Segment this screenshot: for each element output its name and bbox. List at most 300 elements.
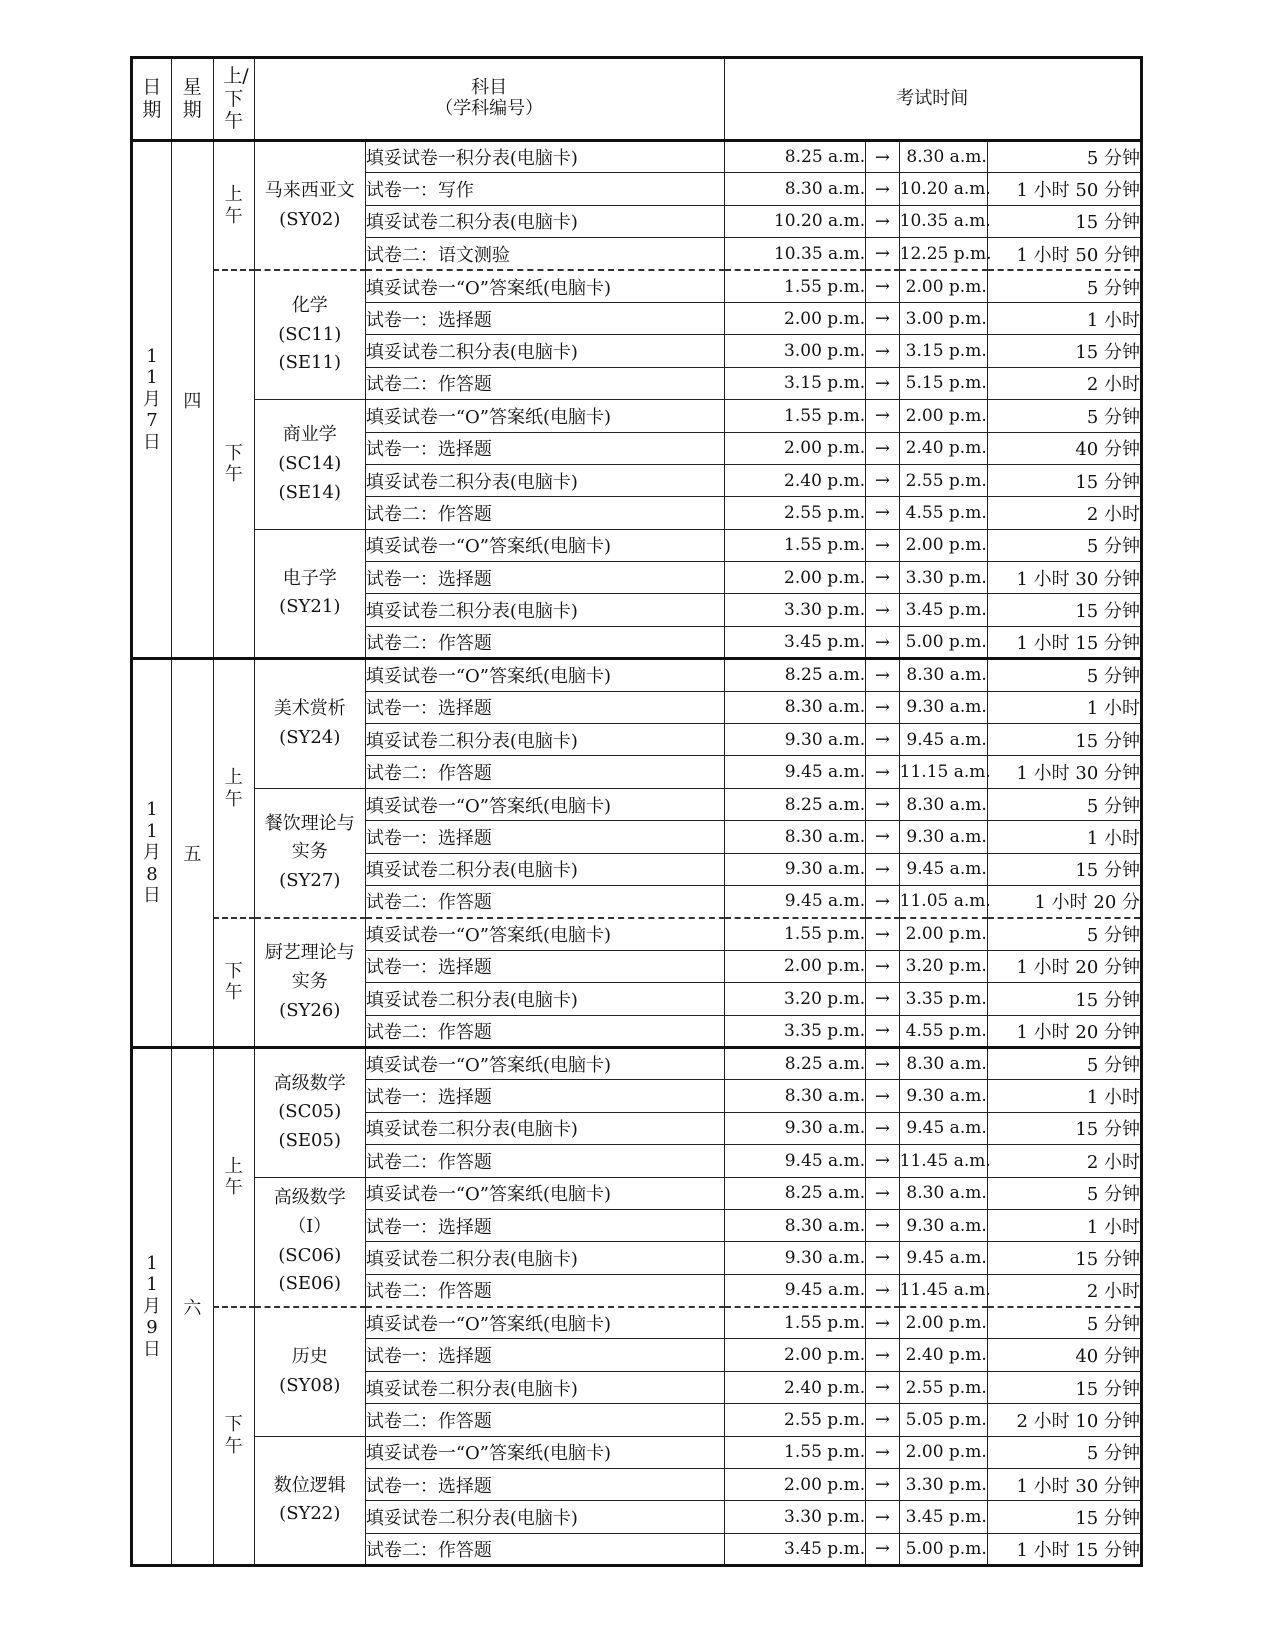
start-time: 1.55 p.m. [724, 1307, 866, 1339]
arrow-icon: → [866, 659, 900, 691]
arrow-icon: → [866, 1533, 900, 1565]
subject-name-line: (SY24) [279, 727, 341, 749]
arrow-icon: → [866, 756, 900, 788]
end-time: 5.05 p.m. [899, 1404, 987, 1436]
end-time: 2.00 p.m. [899, 1307, 987, 1339]
table-row [132, 918, 1142, 950]
end-time: 9.45 a.m. [899, 1112, 987, 1144]
duration-cell: 15 分钟 [987, 1112, 1141, 1144]
end-time: 8.30 a.m. [899, 1047, 987, 1079]
start-time: 9.30 a.m. [724, 853, 866, 885]
subject-name-line: 餐饮理论与 [264, 812, 355, 834]
duration-cell: 15 分钟 [987, 983, 1141, 1015]
subject-cell [254, 659, 365, 789]
start-time: 2.00 p.m. [724, 1339, 866, 1371]
end-time: 8.30 a.m. [899, 788, 987, 820]
start-time: 9.45 a.m. [724, 1274, 866, 1306]
start-time: 2.00 p.m. [724, 950, 866, 982]
start-time: 2.40 p.m. [724, 464, 866, 496]
subject-cell [254, 918, 365, 1048]
arrow-icon: → [866, 626, 900, 658]
start-time: 2.00 p.m. [724, 1469, 866, 1501]
arrow-icon: → [866, 853, 900, 885]
duration-cell: 2 小时 10 分钟 [987, 1404, 1141, 1436]
arrow-icon: → [866, 529, 900, 561]
table-row [132, 400, 1142, 432]
end-time: 8.30 a.m. [899, 659, 987, 691]
end-time: 9.30 a.m. [899, 1080, 987, 1112]
start-time: 3.35 p.m. [724, 1015, 866, 1047]
weekday-cell: 五 [171, 659, 213, 1048]
start-time: 1.55 p.m. [724, 270, 866, 302]
am-pm-text: 下午 [224, 1414, 243, 1457]
duration-cell: 15 分钟 [987, 724, 1141, 756]
start-time: 9.45 a.m. [724, 1145, 866, 1177]
subject-name-line: (SY02) [279, 208, 341, 230]
table-row [132, 270, 1142, 302]
duration-cell: 1 小时 30 分钟 [987, 1469, 1141, 1501]
end-time: 4.55 p.m. [899, 1015, 987, 1047]
table-row [132, 1177, 1142, 1209]
arrow-icon: → [866, 1307, 900, 1339]
arrow-icon: → [866, 918, 900, 950]
paper-cell: 填妥试卷一“O”答案纸(电脑卡) [365, 400, 724, 432]
end-time: 3.45 p.m. [899, 1501, 987, 1533]
subject-name-line: (SC11) [278, 323, 342, 345]
arrow-icon: → [866, 788, 900, 820]
subject-cell [254, 1177, 365, 1307]
start-time: 2.00 p.m. [724, 562, 866, 594]
paper-cell: 填妥试卷二积分表(电脑卡) [365, 594, 724, 626]
am-pm-text: 上午 [224, 1155, 243, 1199]
table-row [132, 1307, 1142, 1339]
end-time: 9.30 a.m. [899, 1209, 987, 1241]
arrow-icon: → [866, 1371, 900, 1403]
paper-cell: 填妥试卷一“O”答案纸(电脑卡) [365, 788, 724, 820]
subject-name-line: (SC06) [278, 1244, 342, 1266]
paper-cell: 试卷二：作答题 [365, 497, 724, 529]
subject-name-line: 数位逻辑 [273, 1474, 346, 1496]
arrow-icon: → [866, 367, 900, 399]
table-row [132, 788, 1142, 820]
end-time: 12.25 p.m. [899, 238, 987, 270]
subject-name-line: (SE06) [278, 1273, 341, 1295]
end-time: 9.45 a.m. [899, 853, 987, 885]
start-time: 8.30 a.m. [724, 173, 866, 205]
start-time: 8.25 a.m. [724, 1177, 866, 1209]
duration-cell: 15 分钟 [987, 1501, 1141, 1533]
am-pm-text: 上午 [224, 766, 243, 810]
arrow-icon: → [866, 1080, 900, 1112]
paper-cell: 试卷二：作答题 [365, 756, 724, 788]
am-pm-cell [213, 659, 254, 918]
paper-cell: 试卷二：作答题 [365, 626, 724, 658]
subject-name-line: (SE05) [278, 1130, 341, 1152]
duration-cell: 5 分钟 [987, 1047, 1141, 1079]
paper-cell: 试卷一：选择题 [365, 1209, 724, 1241]
paper-cell: 试卷二：作答题 [365, 1015, 724, 1047]
paper-cell: 试卷二：作答题 [365, 1533, 724, 1565]
duration-cell: 15 分钟 [987, 594, 1141, 626]
subject-cell [254, 400, 365, 530]
arrow-icon: → [866, 1339, 900, 1371]
paper-cell: 试卷一：选择题 [365, 691, 724, 723]
start-time: 2.55 p.m. [724, 497, 866, 529]
paper-cell: 试卷一：选择题 [365, 432, 724, 464]
am-pm-cell [213, 141, 254, 271]
end-time: 2.55 p.m. [899, 1371, 987, 1403]
duration-cell: 1 小时 [987, 1080, 1141, 1112]
paper-cell: 试卷二：作答题 [365, 367, 724, 399]
subject-name-line: (SY22) [279, 1503, 341, 1525]
duration-cell: 5 分钟 [987, 529, 1141, 561]
arrow-icon: → [866, 1209, 900, 1241]
duration-cell: 15 分钟 [987, 205, 1141, 237]
start-time: 8.25 a.m. [724, 141, 866, 173]
subject-name-line: (SY21) [279, 596, 341, 618]
arrow-icon: → [866, 173, 900, 205]
duration-cell: 1 小时 15 分钟 [987, 1533, 1141, 1565]
end-time: 2.00 p.m. [899, 529, 987, 561]
arrow-icon: → [866, 1469, 900, 1501]
start-time: 3.15 p.m. [724, 367, 866, 399]
arrow-icon: → [866, 141, 900, 173]
am-pm-text: 下午 [224, 960, 243, 1004]
paper-cell: 填妥试卷一“O”答案纸(电脑卡) [365, 1047, 724, 1079]
paper-cell: 填妥试卷二积分表(电脑卡) [365, 1242, 724, 1274]
paper-cell: 填妥试卷二积分表(电脑卡) [365, 205, 724, 237]
duration-cell: 1 小时 15 分钟 [987, 626, 1141, 658]
paper-cell: 填妥试卷一“O”答案纸(电脑卡) [365, 918, 724, 950]
start-time: 10.20 a.m. [724, 205, 866, 237]
start-time: 2.55 p.m. [724, 1404, 866, 1436]
start-time: 8.30 a.m. [724, 691, 866, 723]
end-time: 8.30 a.m. [899, 1177, 987, 1209]
paper-cell: 填妥试卷二积分表(电脑卡) [365, 724, 724, 756]
arrow-icon: → [866, 1112, 900, 1144]
start-time: 10.35 a.m. [724, 238, 866, 270]
arrow-icon: → [866, 950, 900, 982]
end-time: 2.40 p.m. [899, 432, 987, 464]
table-row [132, 529, 1142, 561]
duration-cell: 1 小时 [987, 691, 1141, 723]
duration-cell: 5 分钟 [987, 1436, 1141, 1468]
paper-cell: 填妥试卷二积分表(电脑卡) [365, 983, 724, 1015]
paper-cell: 试卷一：写作 [365, 173, 724, 205]
arrow-icon: → [866, 497, 900, 529]
arrow-icon: → [866, 302, 900, 334]
header-am-pm: 上/下午 [213, 58, 254, 141]
end-time: 2.40 p.m. [899, 1339, 987, 1371]
start-time: 3.30 p.m. [724, 1501, 866, 1533]
subject-name-line: 高级数学 [273, 1072, 346, 1094]
paper-cell: 试卷一：选择题 [365, 1080, 724, 1112]
start-time: 8.30 a.m. [724, 821, 866, 853]
start-time: 1.55 p.m. [724, 400, 866, 432]
duration-cell: 1 小时 50 分钟 [987, 238, 1141, 270]
paper-cell: 填妥试卷二积分表(电脑卡) [365, 335, 724, 367]
header-subject-code: （学科编号） [435, 98, 544, 119]
end-time: 4.55 p.m. [899, 497, 987, 529]
arrow-icon: → [866, 238, 900, 270]
paper-cell: 试卷二：作答题 [365, 885, 724, 917]
weekday-cell: 六 [171, 1047, 213, 1565]
arrow-icon: → [866, 1404, 900, 1436]
header-subject [254, 58, 724, 141]
paper-cell: 填妥试卷二积分表(电脑卡) [365, 464, 724, 496]
subject-name-line: (SY08) [279, 1374, 341, 1396]
subject-name-line: (SC14) [278, 453, 342, 474]
timetable-body [132, 141, 1142, 1566]
end-time: 3.30 p.m. [899, 562, 987, 594]
end-time: 11.45 a.m. [899, 1145, 987, 1177]
paper-cell: 试卷一：选择题 [365, 302, 724, 334]
arrow-icon: → [866, 885, 900, 917]
duration-cell: 5 分钟 [987, 270, 1141, 302]
end-time: 3.35 p.m. [899, 983, 987, 1015]
subject-name-line: 实务 [291, 971, 328, 992]
duration-cell: 5 分钟 [987, 1307, 1141, 1339]
duration-cell: 1 小时 20 分 [987, 885, 1141, 917]
am-pm-cell [213, 270, 254, 659]
start-time: 9.45 a.m. [724, 885, 866, 917]
arrow-icon: → [866, 821, 900, 853]
paper-cell: 填妥试卷一积分表(电脑卡) [365, 141, 724, 173]
start-time: 9.45 a.m. [724, 756, 866, 788]
arrow-icon: → [866, 691, 900, 723]
header-subject-title: 科目 [471, 77, 508, 99]
subject-name-line: 厨艺理论与 [264, 942, 355, 964]
start-time: 8.30 a.m. [724, 1080, 866, 1112]
duration-cell: 15 分钟 [987, 1242, 1141, 1274]
duration-cell: 5 分钟 [987, 1177, 1141, 1209]
arrow-icon: → [866, 432, 900, 464]
start-time: 9.30 a.m. [724, 1242, 866, 1274]
subject-name-line: (SE11) [278, 352, 341, 374]
duration-cell: 40 分钟 [987, 432, 1141, 464]
start-time: 1.55 p.m. [724, 1436, 866, 1468]
paper-cell: 填妥试卷一“O”答案纸(电脑卡) [365, 1436, 724, 1468]
arrow-icon: → [866, 1047, 900, 1079]
duration-cell: 40 分钟 [987, 1339, 1141, 1371]
start-time: 3.30 p.m. [724, 594, 866, 626]
end-time: 3.45 p.m. [899, 594, 987, 626]
duration-cell: 15 分钟 [987, 464, 1141, 496]
subject-name-line: （Ⅰ） [288, 1215, 332, 1237]
table-row [132, 1436, 1142, 1468]
start-time: 9.30 a.m. [724, 724, 866, 756]
end-time: 10.35 a.m. [899, 205, 987, 237]
start-time: 8.25 a.m. [724, 788, 866, 820]
end-time: 5.15 p.m. [899, 367, 987, 399]
start-time: 8.30 a.m. [724, 1209, 866, 1241]
paper-cell: 试卷二：作答题 [365, 1404, 724, 1436]
duration-cell: 2 小时 [987, 1274, 1141, 1306]
duration-cell: 5 分钟 [987, 141, 1141, 173]
duration-cell: 1 小时 [987, 821, 1141, 853]
end-time: 2.55 p.m. [899, 464, 987, 496]
subject-name-line: (SY26) [279, 999, 341, 1021]
subject-name-line: 高级数学 [273, 1186, 346, 1208]
duration-cell: 15 分钟 [987, 1371, 1141, 1403]
duration-cell: 1 小时 50 分钟 [987, 173, 1141, 205]
end-time: 9.45 a.m. [899, 1242, 987, 1274]
subject-cell [254, 270, 365, 400]
paper-cell: 试卷一：选择题 [365, 1469, 724, 1501]
subject-name-line: (SE14) [278, 481, 341, 503]
date-cell [132, 659, 172, 1048]
paper-cell: 填妥试卷一“O”答案纸(电脑卡) [365, 1307, 724, 1339]
duration-cell: 5 分钟 [987, 400, 1141, 432]
subject-cell [254, 141, 365, 271]
arrow-icon: → [866, 464, 900, 496]
end-time: 11.45 a.m. [899, 1274, 987, 1306]
subject-name-line: 化学 [291, 294, 328, 316]
subject-name-line: 电子学 [282, 567, 337, 589]
header-date: 日期 [132, 58, 172, 141]
am-pm-cell [213, 1047, 254, 1306]
header-exam-time: 考试时间 [724, 58, 1141, 141]
table-row [132, 659, 1142, 691]
subject-name-line: (SY27) [279, 870, 341, 892]
paper-cell: 试卷二：作答题 [365, 1145, 724, 1177]
paper-cell: 填妥试卷二积分表(电脑卡) [365, 1371, 724, 1403]
paper-cell: 填妥试卷二积分表(电脑卡) [365, 1501, 724, 1533]
exam-timetable [130, 56, 1143, 1567]
arrow-icon: → [866, 205, 900, 237]
duration-cell: 2 小时 [987, 1145, 1141, 1177]
arrow-icon: → [866, 335, 900, 367]
arrow-icon: → [866, 1177, 900, 1209]
start-time: 2.40 p.m. [724, 1371, 866, 1403]
end-time: 8.30 a.m. [899, 141, 987, 173]
paper-cell: 填妥试卷一“O”答案纸(电脑卡) [365, 659, 724, 691]
duration-cell: 5 分钟 [987, 918, 1141, 950]
paper-cell: 填妥试卷一“O”答案纸(电脑卡) [365, 529, 724, 561]
start-time: 9.30 a.m. [724, 1112, 866, 1144]
duration-cell: 15 分钟 [987, 335, 1141, 367]
arrow-icon: → [866, 400, 900, 432]
arrow-icon: → [866, 1501, 900, 1533]
start-time: 1.55 p.m. [724, 529, 866, 561]
start-time: 1.55 p.m. [724, 918, 866, 950]
start-time: 2.00 p.m. [724, 432, 866, 464]
paper-cell: 填妥试卷二积分表(电脑卡) [365, 853, 724, 885]
subject-name-line: 商业学 [282, 424, 337, 446]
arrow-icon: → [866, 594, 900, 626]
paper-cell: 填妥试卷一“O”答案纸(电脑卡) [365, 1177, 724, 1209]
start-time: 3.45 p.m. [724, 626, 866, 658]
duration-cell: 1 小时 30 分钟 [987, 562, 1141, 594]
duration-cell: 1 小时 [987, 302, 1141, 334]
date-cell [132, 1047, 172, 1565]
arrow-icon: → [866, 1242, 900, 1274]
paper-cell: 试卷一：选择题 [365, 950, 724, 982]
arrow-icon: → [866, 270, 900, 302]
arrow-icon: → [866, 983, 900, 1015]
end-time: 5.00 p.m. [899, 626, 987, 658]
arrow-icon: → [866, 724, 900, 756]
am-pm-text: 上午 [224, 183, 243, 227]
subject-cell [254, 1436, 365, 1566]
end-time: 2.00 p.m. [899, 1436, 987, 1468]
arrow-icon: → [866, 1015, 900, 1047]
end-time: 3.00 p.m. [899, 302, 987, 334]
duration-cell: 1 小时 20 分钟 [987, 1015, 1141, 1047]
paper-cell: 试卷一：选择题 [365, 821, 724, 853]
end-time: 2.00 p.m. [899, 270, 987, 302]
duration-cell: 2 小时 [987, 497, 1141, 529]
duration-cell: 15 分钟 [987, 853, 1141, 885]
date-text: 11月8日 [142, 799, 161, 907]
duration-cell: 5 分钟 [987, 659, 1141, 691]
header-weekday: 星期 [171, 58, 213, 141]
arrow-icon: → [866, 1145, 900, 1177]
subject-name-line: 实务 [291, 841, 328, 863]
subject-name-line: (SC05) [278, 1101, 342, 1123]
paper-cell: 填妥试卷一“O”答案纸(电脑卡) [365, 270, 724, 302]
end-time: 3.30 p.m. [899, 1469, 987, 1501]
start-time: 3.00 p.m. [724, 335, 866, 367]
arrow-icon: → [866, 1436, 900, 1468]
start-time: 8.25 a.m. [724, 1047, 866, 1079]
weekday-cell: 四 [171, 141, 213, 659]
subject-cell [254, 788, 365, 918]
start-time: 8.25 a.m. [724, 659, 866, 691]
am-pm-cell [213, 918, 254, 1048]
subject-cell [254, 1047, 365, 1177]
subject-cell [254, 529, 365, 659]
subject-name-line: 美术赏析 [273, 698, 346, 720]
end-time: 9.45 a.m. [899, 724, 987, 756]
duration-cell: 1 小时 [987, 1209, 1141, 1241]
duration-cell: 1 小时 30 分钟 [987, 756, 1141, 788]
subject-name-line: 历史 [291, 1345, 328, 1367]
subject-cell [254, 1307, 365, 1437]
arrow-icon: → [866, 562, 900, 594]
duration-cell: 1 小时 20 分钟 [987, 950, 1141, 982]
end-time: 9.30 a.m. [899, 821, 987, 853]
paper-cell: 试卷二：语文测验 [365, 238, 724, 270]
end-time: 9.30 a.m. [899, 691, 987, 723]
paper-cell: 填妥试卷二积分表(电脑卡) [365, 1112, 724, 1144]
date-text: 11月7日 [142, 345, 161, 454]
paper-cell: 试卷二：作答题 [365, 1274, 724, 1306]
date-cell [132, 141, 172, 659]
end-time: 10.20 a.m. [899, 173, 987, 205]
end-time: 3.15 p.m. [899, 335, 987, 367]
am-pm-text: 下午 [224, 442, 243, 486]
paper-cell: 试卷一：选择题 [365, 562, 724, 594]
duration-cell: 2 小时 [987, 367, 1141, 399]
table-row [132, 141, 1142, 173]
am-pm-cell [213, 1307, 254, 1566]
start-time: 3.45 p.m. [724, 1533, 866, 1565]
end-time: 2.00 p.m. [899, 918, 987, 950]
end-time: 3.20 p.m. [899, 950, 987, 982]
end-time: 2.00 p.m. [899, 400, 987, 432]
date-text: 11月9日 [142, 1252, 161, 1360]
end-time: 11.05 a.m. [899, 885, 987, 917]
start-time: 3.20 p.m. [724, 983, 866, 1015]
end-time: 11.15 a.m. [899, 756, 987, 788]
paper-cell: 试卷一：选择题 [365, 1339, 724, 1371]
table-row [132, 1047, 1142, 1079]
start-time: 2.00 p.m. [724, 302, 866, 334]
arrow-icon: → [866, 1274, 900, 1306]
duration-cell: 5 分钟 [987, 788, 1141, 820]
table-header-row [132, 58, 1142, 141]
